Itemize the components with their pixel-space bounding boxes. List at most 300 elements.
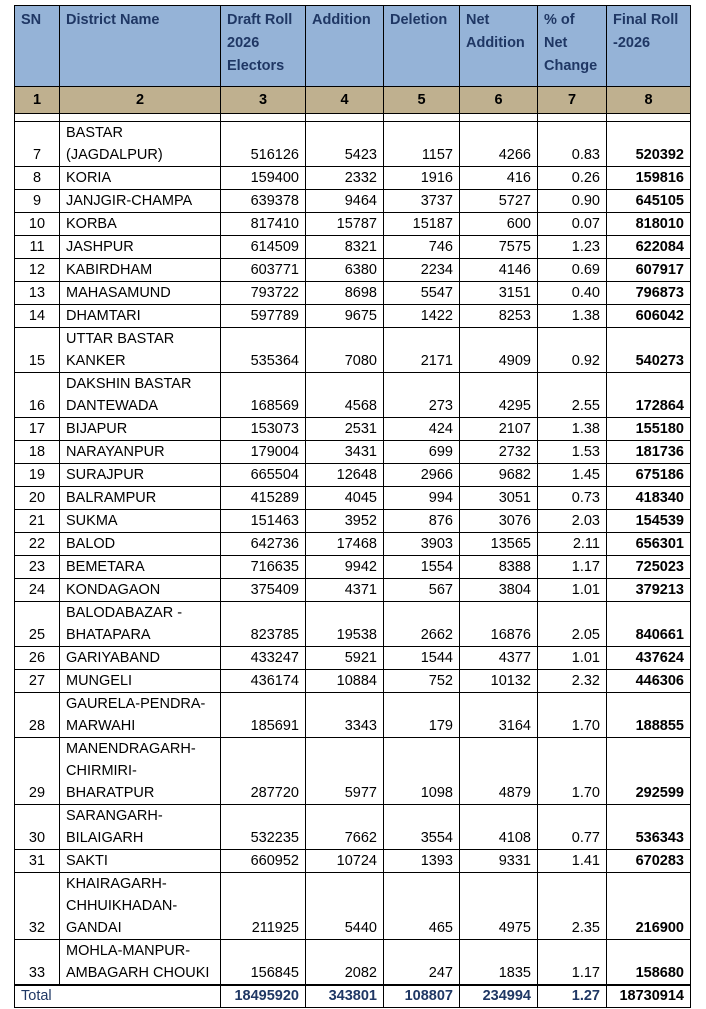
row-deletion: 994 xyxy=(384,487,460,510)
column-number: 4 xyxy=(306,87,384,114)
row-final: 622084 xyxy=(607,236,691,259)
row-deletion: 1157 xyxy=(384,122,460,167)
district-name-line: DAKSHIN BASTAR xyxy=(66,376,192,392)
row-sn: 30 xyxy=(15,805,60,850)
row-draft: 153073 xyxy=(221,418,306,441)
row-final: 418340 xyxy=(607,487,691,510)
row-district-name xyxy=(60,850,221,873)
row-net: 3804 xyxy=(460,579,538,602)
district-name-line: KHAIRAGARH- xyxy=(66,876,167,892)
row-sn: 29 xyxy=(15,738,60,805)
row-deletion: 876 xyxy=(384,510,460,533)
row-draft: 603771 xyxy=(221,259,306,282)
row-addition: 10724 xyxy=(306,850,384,873)
row-addition: 5977 xyxy=(306,738,384,805)
table-row xyxy=(15,487,691,510)
row-addition: 5921 xyxy=(306,647,384,670)
district-name-line: NARAYANPUR xyxy=(66,444,165,460)
row-addition: 9464 xyxy=(306,190,384,213)
row-net: 7575 xyxy=(460,236,538,259)
row-draft: 817410 xyxy=(221,213,306,236)
district-name-line: KABIRDHAM xyxy=(66,262,153,278)
row-final: 675186 xyxy=(607,464,691,487)
row-addition: 4045 xyxy=(306,487,384,510)
row-district-name xyxy=(60,556,221,579)
table-row xyxy=(15,805,691,850)
row-district-name xyxy=(60,510,221,533)
table-row xyxy=(15,259,691,282)
header-sn: SN xyxy=(15,6,60,87)
row-final: 437624 xyxy=(607,647,691,670)
table-row xyxy=(15,464,691,487)
row-district-name xyxy=(60,464,221,487)
header-percent-net-change xyxy=(538,6,607,87)
table-row xyxy=(15,873,691,940)
row-net: 13565 xyxy=(460,533,538,556)
header-final-roll xyxy=(607,6,691,87)
row-district-name xyxy=(60,805,221,850)
table-row xyxy=(15,533,691,556)
total-label: Total xyxy=(15,985,221,1008)
row-sn: 20 xyxy=(15,487,60,510)
table-row xyxy=(15,190,691,213)
header-pct-line: Net xyxy=(544,35,568,51)
table-row xyxy=(15,282,691,305)
row-pct: 1.53 xyxy=(538,441,607,464)
district-name-line: BASTAR xyxy=(66,125,123,141)
row-draft: 168569 xyxy=(221,373,306,418)
row-deletion: 1098 xyxy=(384,738,460,805)
row-final: 840661 xyxy=(607,602,691,647)
table-row xyxy=(15,940,691,986)
row-sn: 24 xyxy=(15,579,60,602)
row-deletion: 1554 xyxy=(384,556,460,579)
row-net: 4975 xyxy=(460,873,538,940)
row-net: 416 xyxy=(460,167,538,190)
row-final: 155180 xyxy=(607,418,691,441)
table-row xyxy=(15,510,691,533)
row-deletion: 1544 xyxy=(384,647,460,670)
row-net: 9682 xyxy=(460,464,538,487)
table-row xyxy=(15,579,691,602)
row-addition: 12648 xyxy=(306,464,384,487)
district-name-line: BEMETARA xyxy=(66,559,145,575)
district-name-line: DHAMTARI xyxy=(66,308,141,324)
district-name-line: CHHUIKHADAN- xyxy=(66,898,178,914)
row-net: 4146 xyxy=(460,259,538,282)
row-pct: 0.77 xyxy=(538,805,607,850)
table-row xyxy=(15,441,691,464)
row-sn: 32 xyxy=(15,873,60,940)
district-name-line: MAHASAMUND xyxy=(66,285,171,301)
header-pct-line: % of xyxy=(544,12,575,28)
row-sn: 18 xyxy=(15,441,60,464)
column-number: 1 xyxy=(15,87,60,114)
header-draft-line: Draft Roll xyxy=(227,12,293,28)
header-final-line: Final Roll xyxy=(613,12,679,28)
row-final: 446306 xyxy=(607,670,691,693)
row-addition: 19538 xyxy=(306,602,384,647)
row-pct: 2.03 xyxy=(538,510,607,533)
row-final: 725023 xyxy=(607,556,691,579)
row-net: 4377 xyxy=(460,647,538,670)
row-sn: 14 xyxy=(15,305,60,328)
row-pct: 1.17 xyxy=(538,556,607,579)
row-addition: 4568 xyxy=(306,373,384,418)
row-draft: 597789 xyxy=(221,305,306,328)
row-pct: 0.90 xyxy=(538,190,607,213)
row-final: 607917 xyxy=(607,259,691,282)
row-final: 216900 xyxy=(607,873,691,940)
row-district-name xyxy=(60,213,221,236)
row-final: 154539 xyxy=(607,510,691,533)
row-sn: 21 xyxy=(15,510,60,533)
table-row xyxy=(15,373,691,418)
row-sn: 7 xyxy=(15,122,60,167)
row-pct: 0.07 xyxy=(538,213,607,236)
row-draft: 642736 xyxy=(221,533,306,556)
row-draft: 287720 xyxy=(221,738,306,805)
row-final: 540273 xyxy=(607,328,691,373)
spacer-row xyxy=(15,114,691,122)
district-rows xyxy=(15,122,691,986)
table-row xyxy=(15,418,691,441)
row-district-name xyxy=(60,647,221,670)
header-draft-roll xyxy=(221,6,306,87)
row-final: 796873 xyxy=(607,282,691,305)
district-name-line: BALODABAZAR - xyxy=(66,605,183,621)
row-addition: 5440 xyxy=(306,873,384,940)
row-deletion: 2966 xyxy=(384,464,460,487)
header-pct-line: Change xyxy=(544,58,598,74)
row-net: 3076 xyxy=(460,510,538,533)
district-name-line: (JAGDALPUR) xyxy=(66,147,163,163)
row-addition: 7662 xyxy=(306,805,384,850)
row-deletion: 465 xyxy=(384,873,460,940)
row-sn: 11 xyxy=(15,236,60,259)
row-final: 606042 xyxy=(607,305,691,328)
column-number: 2 xyxy=(60,87,221,114)
row-final: 181736 xyxy=(607,441,691,464)
district-name-line: SURAJPUR xyxy=(66,467,145,483)
row-deletion: 1916 xyxy=(384,167,460,190)
district-name-line: KORIA xyxy=(66,170,112,186)
row-deletion: 179 xyxy=(384,693,460,738)
table-row xyxy=(15,213,691,236)
district-name-line: GANDAI xyxy=(66,920,122,936)
header-draft-line: 2026 xyxy=(227,35,260,51)
row-district-name xyxy=(60,873,221,940)
row-pct: 2.05 xyxy=(538,602,607,647)
row-addition: 9675 xyxy=(306,305,384,328)
row-district-name xyxy=(60,328,221,373)
row-pct: 0.83 xyxy=(538,122,607,167)
row-sn: 27 xyxy=(15,670,60,693)
row-draft: 793722 xyxy=(221,282,306,305)
row-district-name xyxy=(60,940,221,986)
district-name-line: KONDAGAON xyxy=(66,582,161,598)
row-pct: 1.45 xyxy=(538,464,607,487)
row-sn: 15 xyxy=(15,328,60,373)
row-net: 3151 xyxy=(460,282,538,305)
district-name-line: BALRAMPUR xyxy=(66,490,157,506)
row-pct: 1.70 xyxy=(538,693,607,738)
district-name-line: MUNGELI xyxy=(66,673,133,689)
row-deletion: 1393 xyxy=(384,850,460,873)
column-number: 7 xyxy=(538,87,607,114)
row-draft: 660952 xyxy=(221,850,306,873)
column-number-row xyxy=(15,87,691,114)
row-deletion: 5547 xyxy=(384,282,460,305)
row-deletion: 699 xyxy=(384,441,460,464)
row-addition: 4371 xyxy=(306,579,384,602)
row-sn: 8 xyxy=(15,167,60,190)
row-deletion: 15187 xyxy=(384,213,460,236)
row-pct: 1.01 xyxy=(538,579,607,602)
total-draft: 18495920 xyxy=(221,985,306,1008)
row-final: 172864 xyxy=(607,373,691,418)
row-deletion: 567 xyxy=(384,579,460,602)
row-sn: 9 xyxy=(15,190,60,213)
row-net: 5727 xyxy=(460,190,538,213)
row-draft: 151463 xyxy=(221,510,306,533)
district-name-line: BILAIGARH xyxy=(66,830,144,846)
row-district-name xyxy=(60,122,221,167)
row-deletion: 2234 xyxy=(384,259,460,282)
header-net-line: Net xyxy=(466,12,490,28)
row-district-name xyxy=(60,236,221,259)
header-addition: Addition xyxy=(306,6,384,87)
row-addition: 10884 xyxy=(306,670,384,693)
total-final: 18730914 xyxy=(607,985,691,1008)
district-name-line: BHATAPARA xyxy=(66,627,151,643)
row-sn: 12 xyxy=(15,259,60,282)
electoral-roll-table xyxy=(14,5,691,1008)
row-addition: 2082 xyxy=(306,940,384,986)
table-row xyxy=(15,850,691,873)
header-final-line: -2026 xyxy=(613,35,651,51)
row-pct: 0.73 xyxy=(538,487,607,510)
row-addition: 3952 xyxy=(306,510,384,533)
row-draft: 614509 xyxy=(221,236,306,259)
row-sn: 28 xyxy=(15,693,60,738)
column-number: 5 xyxy=(384,87,460,114)
district-name-line: SAKTI xyxy=(66,853,108,869)
header-net-line: Addition xyxy=(466,35,525,51)
row-net: 4108 xyxy=(460,805,538,850)
district-name-line: MANENDRAGARH- xyxy=(66,741,196,757)
row-deletion: 2662 xyxy=(384,602,460,647)
column-number: 3 xyxy=(221,87,306,114)
row-pct: 2.11 xyxy=(538,533,607,556)
row-net: 8388 xyxy=(460,556,538,579)
row-addition: 8321 xyxy=(306,236,384,259)
row-district-name xyxy=(60,167,221,190)
row-net: 16876 xyxy=(460,602,538,647)
row-draft: 159400 xyxy=(221,167,306,190)
row-district-name xyxy=(60,259,221,282)
row-sn: 26 xyxy=(15,647,60,670)
table-row xyxy=(15,670,691,693)
row-addition: 3343 xyxy=(306,693,384,738)
table-row xyxy=(15,556,691,579)
row-addition: 15787 xyxy=(306,213,384,236)
row-draft: 716635 xyxy=(221,556,306,579)
district-name-line: KANKER xyxy=(66,353,126,369)
row-final: 159816 xyxy=(607,167,691,190)
row-net: 10132 xyxy=(460,670,538,693)
district-name-line: BIJAPUR xyxy=(66,421,128,437)
table-row xyxy=(15,602,691,647)
total-addition: 343801 xyxy=(306,985,384,1008)
header-district-name: District Name xyxy=(60,6,221,87)
row-district-name xyxy=(60,670,221,693)
row-net: 4266 xyxy=(460,122,538,167)
row-addition: 5423 xyxy=(306,122,384,167)
row-final: 188855 xyxy=(607,693,691,738)
row-final: 292599 xyxy=(607,738,691,805)
row-addition: 2531 xyxy=(306,418,384,441)
column-number: 8 xyxy=(607,87,691,114)
table-row xyxy=(15,738,691,805)
row-deletion: 3737 xyxy=(384,190,460,213)
row-pct: 1.01 xyxy=(538,647,607,670)
row-district-name xyxy=(60,602,221,647)
district-name-line: KORBA xyxy=(66,216,117,232)
row-net: 1835 xyxy=(460,940,538,986)
row-addition: 7080 xyxy=(306,328,384,373)
district-name-line: JASHPUR xyxy=(66,239,134,255)
table-row xyxy=(15,305,691,328)
row-deletion: 3903 xyxy=(384,533,460,556)
row-draft: 665504 xyxy=(221,464,306,487)
row-net: 4295 xyxy=(460,373,538,418)
row-draft: 823785 xyxy=(221,602,306,647)
row-final: 379213 xyxy=(607,579,691,602)
row-deletion: 273 xyxy=(384,373,460,418)
row-sn: 10 xyxy=(15,213,60,236)
row-sn: 16 xyxy=(15,373,60,418)
row-pct: 1.23 xyxy=(538,236,607,259)
row-district-name xyxy=(60,441,221,464)
district-name-line: DANTEWADA xyxy=(66,398,159,414)
row-draft: 156845 xyxy=(221,940,306,986)
row-draft: 535364 xyxy=(221,328,306,373)
row-final: 656301 xyxy=(607,533,691,556)
row-draft: 516126 xyxy=(221,122,306,167)
row-final: 158680 xyxy=(607,940,691,986)
row-pct: 0.69 xyxy=(538,259,607,282)
row-sn: 23 xyxy=(15,556,60,579)
row-pct: 2.32 xyxy=(538,670,607,693)
row-draft: 433247 xyxy=(221,647,306,670)
district-name-line: SARANGARH- xyxy=(66,808,163,824)
table-row xyxy=(15,167,691,190)
row-sn: 25 xyxy=(15,602,60,647)
row-district-name xyxy=(60,373,221,418)
row-net: 4879 xyxy=(460,738,538,805)
row-draft: 179004 xyxy=(221,441,306,464)
row-pct: 0.92 xyxy=(538,328,607,373)
row-sn: 33 xyxy=(15,940,60,986)
row-final: 520392 xyxy=(607,122,691,167)
district-name-line: JANJGIR-CHAMPA xyxy=(66,193,193,209)
row-pct: 1.38 xyxy=(538,418,607,441)
header-deletion: Deletion xyxy=(384,6,460,87)
row-draft: 185691 xyxy=(221,693,306,738)
district-name-line: BHARATPUR xyxy=(66,785,155,801)
row-addition: 8698 xyxy=(306,282,384,305)
row-pct: 2.55 xyxy=(538,373,607,418)
row-final: 536343 xyxy=(607,805,691,850)
row-addition: 3431 xyxy=(306,441,384,464)
row-sn: 13 xyxy=(15,282,60,305)
row-district-name xyxy=(60,190,221,213)
header-net-addition xyxy=(460,6,538,87)
row-draft: 532235 xyxy=(221,805,306,850)
row-draft: 211925 xyxy=(221,873,306,940)
header-draft-line: Electors xyxy=(227,58,285,74)
district-name-line: UTTAR BASTAR xyxy=(66,331,175,347)
total-row xyxy=(15,985,691,1008)
district-name-line: SUKMA xyxy=(66,513,118,529)
row-pct: 2.35 xyxy=(538,873,607,940)
row-net: 600 xyxy=(460,213,538,236)
row-deletion: 2171 xyxy=(384,328,460,373)
row-district-name xyxy=(60,579,221,602)
column-number: 6 xyxy=(460,87,538,114)
total-pct: 1.27 xyxy=(538,985,607,1008)
row-net: 2732 xyxy=(460,441,538,464)
district-name-line: MARWAHI xyxy=(66,718,136,734)
row-district-name xyxy=(60,487,221,510)
table-row xyxy=(15,647,691,670)
row-draft: 415289 xyxy=(221,487,306,510)
row-deletion: 752 xyxy=(384,670,460,693)
row-net: 8253 xyxy=(460,305,538,328)
row-district-name xyxy=(60,533,221,556)
row-pct: 0.26 xyxy=(538,167,607,190)
row-district-name xyxy=(60,305,221,328)
district-name-line: GAURELA-PENDRA- xyxy=(66,696,206,712)
district-name-line: AMBAGARH CHOUKI xyxy=(66,965,210,981)
row-pct: 1.41 xyxy=(538,850,607,873)
row-sn: 22 xyxy=(15,533,60,556)
row-sn: 31 xyxy=(15,850,60,873)
row-net: 2107 xyxy=(460,418,538,441)
table-row xyxy=(15,693,691,738)
row-draft: 375409 xyxy=(221,579,306,602)
row-district-name xyxy=(60,418,221,441)
row-net: 4909 xyxy=(460,328,538,373)
row-pct: 1.17 xyxy=(538,940,607,986)
district-name-line: GARIYABAND xyxy=(66,650,161,666)
table-row xyxy=(15,328,691,373)
header-row xyxy=(15,6,691,87)
row-final: 670283 xyxy=(607,850,691,873)
row-district-name xyxy=(60,738,221,805)
row-net: 3051 xyxy=(460,487,538,510)
row-sn: 19 xyxy=(15,464,60,487)
row-deletion: 1422 xyxy=(384,305,460,328)
row-final: 818010 xyxy=(607,213,691,236)
table-row xyxy=(15,236,691,259)
total-net: 234994 xyxy=(460,985,538,1008)
row-deletion: 247 xyxy=(384,940,460,986)
row-sn: 17 xyxy=(15,418,60,441)
row-district-name xyxy=(60,693,221,738)
row-net: 9331 xyxy=(460,850,538,873)
